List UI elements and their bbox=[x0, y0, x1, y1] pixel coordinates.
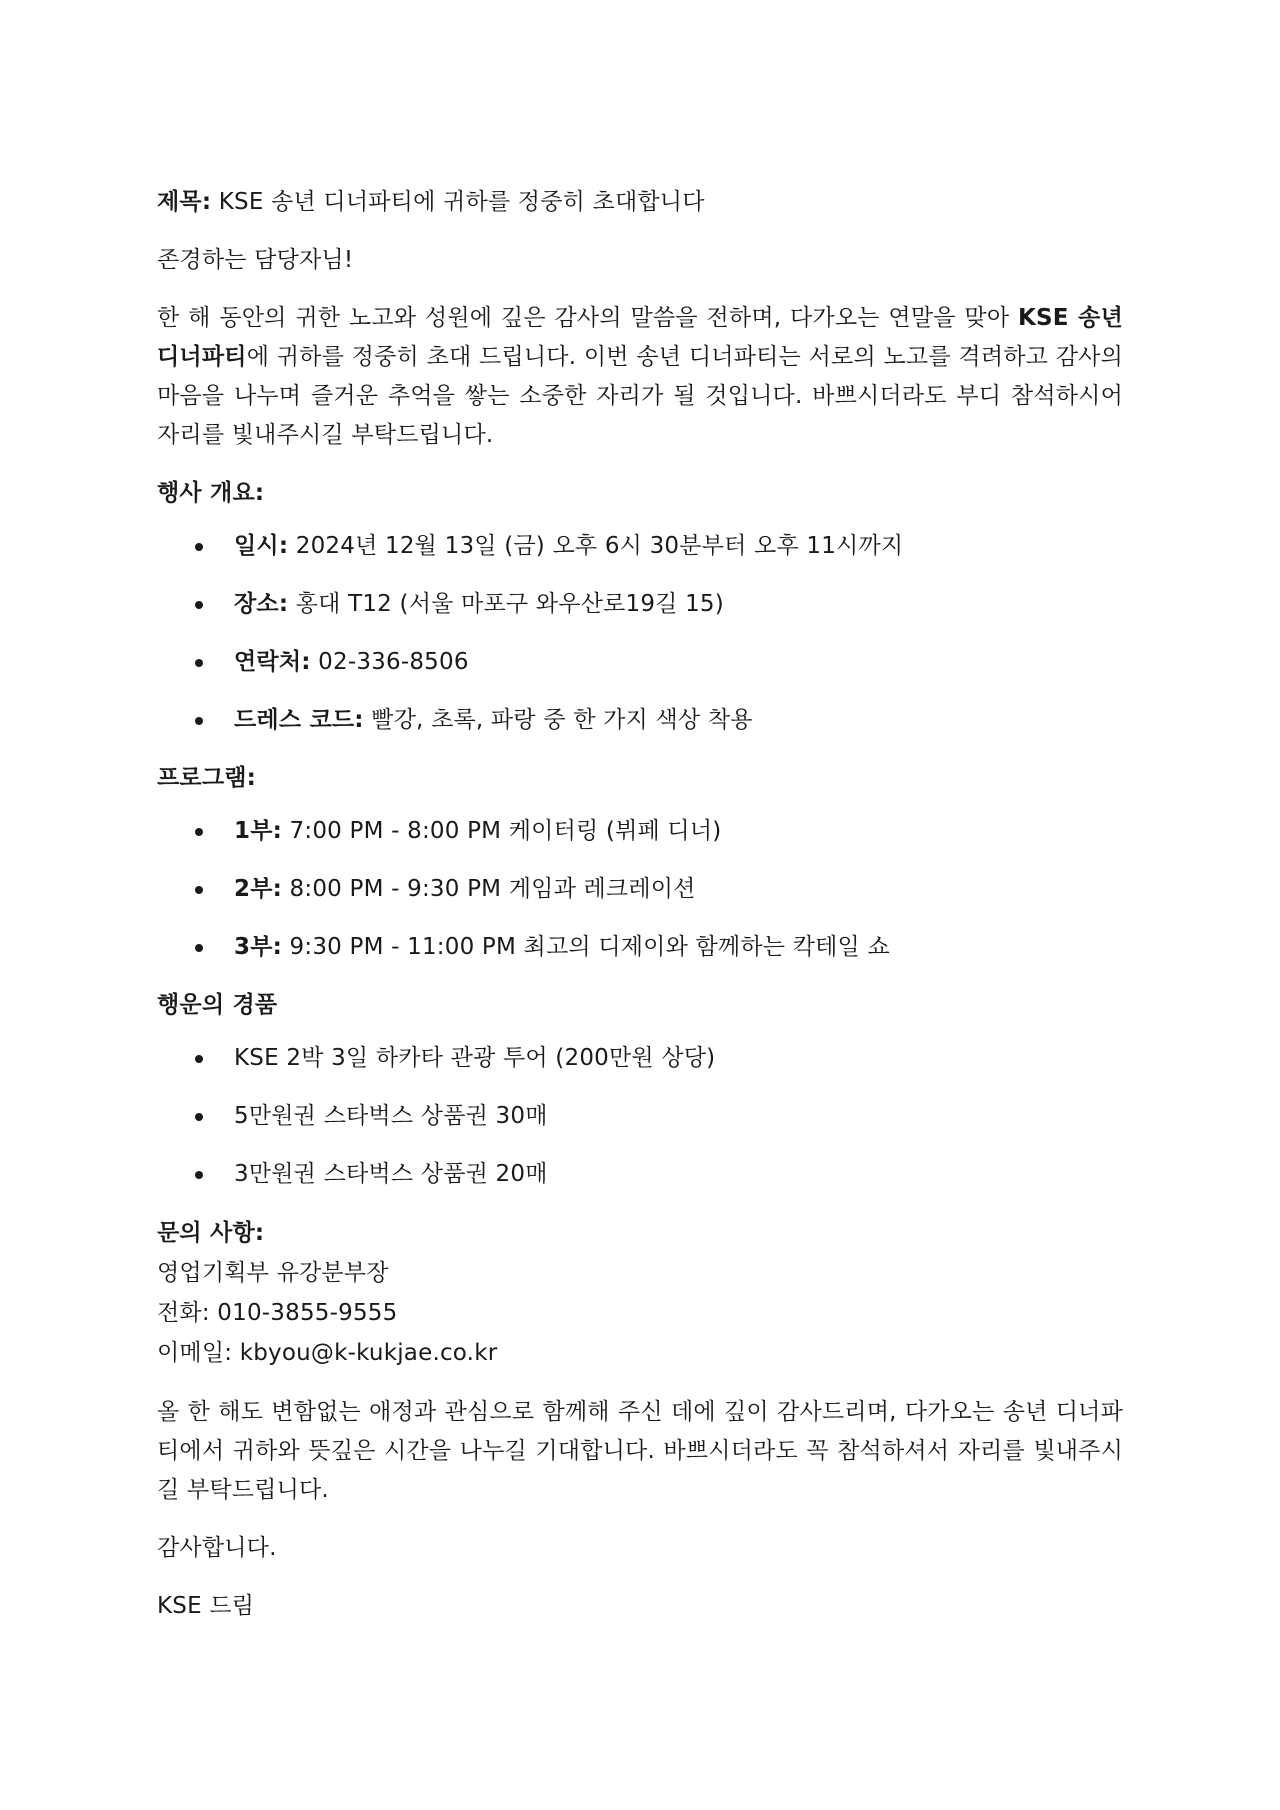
item-text: 5만원권 스타벅스 상품권 30매 bbox=[234, 1103, 548, 1129]
list-item bbox=[157, 585, 1123, 624]
list-item bbox=[157, 812, 1123, 851]
overview-list bbox=[157, 527, 1123, 740]
item-text: 7:00 PM - 8:00 PM 케이터링 (뷔페 디너) bbox=[289, 818, 722, 844]
item-label: 드레스 코드: bbox=[234, 707, 364, 733]
bullet-icon bbox=[195, 828, 203, 836]
program-heading: 프로그램: bbox=[157, 765, 257, 791]
bullet-icon bbox=[195, 886, 203, 894]
list-item bbox=[157, 527, 1123, 566]
intro-text-2: 에 귀하를 정중히 초대 드립니다. 이번 송년 디너파티는 서로의 노고를 격려하고 감사의 마음을 나누며 즐거운 추억을 쌓는 소중한 자리가 될 것입니다. 바쁘시더라도 부디 참석하시어 자리를 빛내주시길 부탁드립니다. bbox=[157, 344, 1123, 448]
item-label: 연락처: bbox=[234, 649, 311, 675]
item-text: 빨강, 초록, 파랑 중 한 가지 색상 착용 bbox=[371, 707, 753, 733]
item-label: 2부: bbox=[234, 876, 283, 902]
prizes-heading: 행운의 경품 bbox=[157, 992, 278, 1018]
greeting: 존경하는 담당자님! bbox=[157, 247, 354, 273]
overview-heading: 행사 개요: bbox=[157, 480, 265, 506]
bullet-icon bbox=[195, 1055, 203, 1063]
bullet-icon bbox=[195, 543, 203, 551]
item-label: 1부: bbox=[234, 818, 283, 844]
program-list bbox=[157, 812, 1123, 967]
bullet-icon bbox=[195, 1171, 203, 1179]
item-label: 일시: bbox=[234, 533, 289, 559]
intro-paragraph bbox=[157, 299, 1123, 455]
contact-heading: 문의 사항: bbox=[157, 1220, 265, 1246]
list-item bbox=[157, 870, 1123, 909]
bullet-icon bbox=[195, 659, 203, 667]
item-text: 홍대 T12 (서울 마포구 와우산로19길 15) bbox=[295, 591, 724, 617]
item-text: 9:30 PM - 11:00 PM 최고의 디제이와 함께하는 칵테일 쇼 bbox=[289, 934, 890, 960]
letter-body bbox=[157, 183, 1123, 1645]
item-text: 02-336-8506 bbox=[318, 649, 469, 675]
intro-event-name: KSE 송년 디너파티 bbox=[157, 305, 1123, 370]
list-item bbox=[157, 1155, 1123, 1194]
item-text: 2024년 12월 13일 (금) 오후 6시 30분부터 오후 11시까지 bbox=[295, 533, 904, 559]
item-text: 8:00 PM - 9:30 PM 게임과 레크레이션 bbox=[289, 876, 696, 902]
closing-paragraph: 올 한 해도 변함없는 애정과 관심으로 함께해 주신 데에 깊이 감사드리며, 다가오는 송년 디너파티에서 귀하와 뜻깊은 시간을 나누길 기대합니다. 바쁘시더라도 꼭 참석하셔서 자리를 빛내주시길 부탁드립니다. bbox=[157, 1399, 1123, 1503]
list-item bbox=[157, 643, 1123, 682]
bullet-icon bbox=[195, 944, 203, 952]
signature: KSE 드림 bbox=[157, 1593, 255, 1619]
subject-line bbox=[157, 183, 1123, 222]
prizes-list bbox=[157, 1039, 1123, 1194]
intro-text-1: 한 해 동안의 귀한 노고와 성원에 깊은 감사의 말씀을 전하며, 다가오는 연말을 맞아 bbox=[157, 305, 1019, 331]
subject-text: KSE 송년 디너파티에 귀하를 정중히 초대합니다 bbox=[218, 189, 705, 215]
list-item bbox=[157, 928, 1123, 967]
item-label: 3부: bbox=[234, 934, 283, 960]
contact-person: 영업기획부 유강분부장 bbox=[157, 1260, 389, 1286]
bullet-icon bbox=[195, 717, 203, 725]
item-label: 장소: bbox=[234, 591, 289, 617]
subject-label: 제목: bbox=[157, 189, 212, 215]
list-item bbox=[157, 1039, 1123, 1078]
contact-block bbox=[157, 1213, 1123, 1373]
item-text: KSE 2박 3일 하카타 관광 투어 (200만원 상당) bbox=[234, 1045, 716, 1071]
list-item bbox=[157, 701, 1123, 740]
list-item bbox=[157, 1097, 1123, 1136]
bullet-icon bbox=[195, 601, 203, 609]
item-text: 3만원권 스타벅스 상품권 20매 bbox=[234, 1161, 548, 1187]
contact-email: 이메일: kbyou@k-kukjae.co.kr bbox=[157, 1340, 498, 1366]
contact-phone: 전화: 010-3855-9555 bbox=[157, 1300, 398, 1326]
thanks-line: 감사합니다. bbox=[157, 1535, 277, 1561]
bullet-icon bbox=[195, 1113, 203, 1121]
